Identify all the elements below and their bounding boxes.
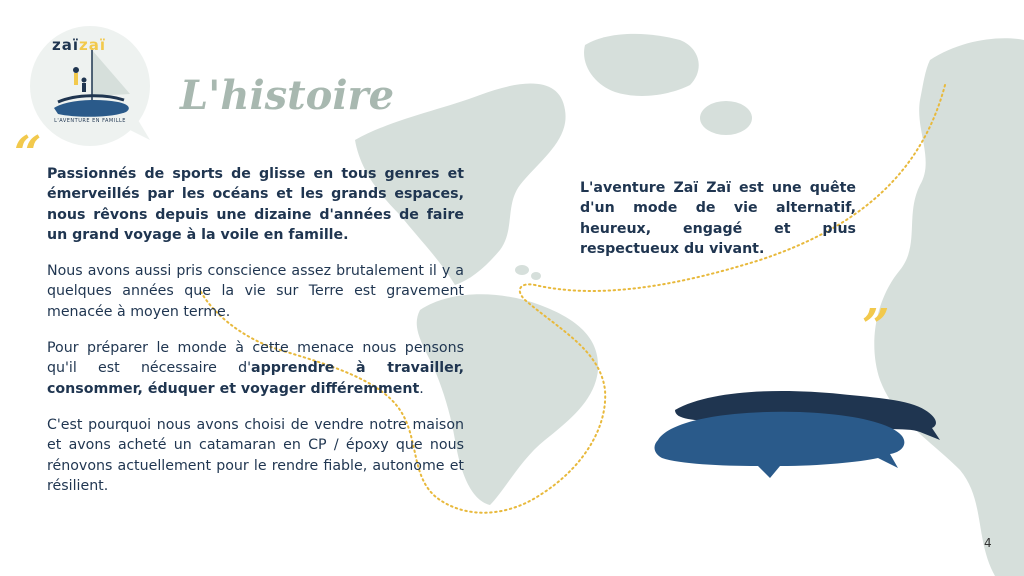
map-caribbean-2 [531, 272, 541, 280]
page-title: L'histoire [180, 72, 395, 119]
story-paragraph-4: C'est pourquoi nous avons choisi de vendre notre maison et avons acheté un catamaran en CP / époxy que nous rénovons actuellement pour le rendre fiable, autonome et résilient. [47, 416, 464, 494]
story-paragraph-1: Passionnés de sports de glisse en tous genres et émerveillés par les océans et les grands espaces, nous rêvons depuis une dizaine d'années de faire un grand voyage à la voile en famille. [47, 166, 464, 243]
adventure-statement: L'aventure Zaï Zaï est une quête d'un mode de vie alternatif, heureux, engagé et plus respectueux du vivant. [580, 180, 856, 257]
story-paragraph-3-emphasis: apprendre à travailler, consommer, éduquer et voyager différemment [47, 360, 464, 397]
logo-tagline: L'AVENTURE EN FAMILLE [54, 118, 126, 124]
map-greenland [584, 34, 699, 96]
story-paragraph-3 [47, 338, 464, 399]
logo-wordmark [52, 36, 132, 54]
logo-name-part1: zaï [52, 36, 79, 54]
map-iceland [700, 101, 752, 135]
map-europe-africa [874, 38, 1024, 576]
story-paragraph-2: Nous avons aussi pris conscience assez brutalement il y a quelques années que la vie sur Terre est gravement menacée à moyen terme. [47, 263, 464, 320]
story-paragraph-3-end: . [419, 380, 424, 397]
whales-illustration [640, 380, 950, 490]
page-number: 4 [984, 536, 992, 550]
close-quote-icon: ” [862, 299, 890, 355]
light-whale [655, 412, 905, 478]
logo-name-part2: zaï [79, 36, 106, 54]
story-paragraph-3-start: Pour préparer le monde à cette menace nous pensons qu'il est nécessaire d' [47, 340, 464, 377]
story-text-column [47, 164, 464, 512]
map-caribbean-1 [515, 265, 529, 275]
open-quote-icon: “ [14, 126, 42, 182]
